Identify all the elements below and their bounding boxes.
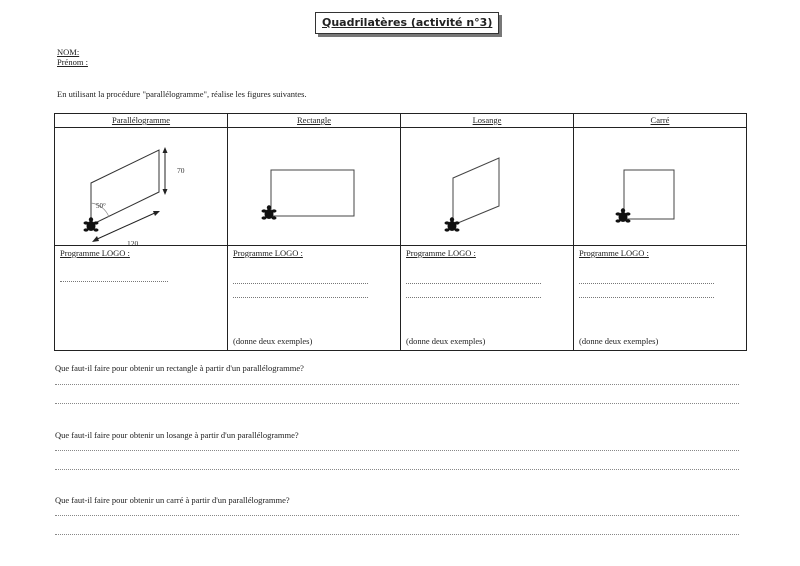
figure-losange: [401, 128, 574, 246]
rectangle-drawing: [228, 128, 400, 245]
answer-line[interactable]: [406, 283, 541, 284]
question-carre: Que faut-il faire pour obtenir un carré à partir d'un parallélogramme?: [55, 495, 290, 505]
program-label: Programme LOGO :: [579, 248, 649, 258]
angle-label: 50°: [96, 202, 106, 210]
answer-line[interactable]: [55, 469, 739, 470]
program-cell-carre: [574, 246, 747, 351]
answer-line[interactable]: [55, 534, 739, 535]
height-label: 70: [177, 166, 185, 175]
turtle-icon: [84, 217, 99, 231]
answer-line[interactable]: [55, 515, 739, 516]
heading-carre: Carré: [650, 115, 670, 125]
carre-drawing: [574, 128, 746, 245]
heading-parallelogramme: Parallélogramme: [111, 115, 171, 125]
prenom-label: Prénom :: [57, 57, 88, 67]
program-note: (donne deux exemples): [579, 336, 659, 346]
answer-line[interactable]: [233, 283, 368, 284]
program-cell-losange: [401, 246, 574, 351]
instruction-text: En utilisant la procédure "parallélogramme", réalise les figures suivantes.: [57, 89, 307, 99]
column-heading: [55, 114, 228, 128]
answer-line[interactable]: [579, 283, 714, 284]
question-losange: Que faut-il faire pour obtenir un losange à partir d'un parallélogramme?: [55, 430, 299, 440]
program-label: Programme LOGO :: [60, 248, 130, 258]
column-heading: [228, 114, 401, 128]
answer-line[interactable]: [55, 450, 739, 451]
heading-rectangle: Rectangle: [297, 115, 331, 125]
page-title-text: Quadrilatères (activité n°3): [322, 16, 493, 29]
nom-label: NOM:: [57, 47, 80, 57]
turtle-icon: [262, 205, 277, 219]
figure-parallelogramme: [55, 128, 228, 246]
program-label: Programme LOGO :: [233, 248, 303, 258]
program-note: (donne deux exemples): [406, 336, 486, 346]
program-note: (donne deux exemples): [233, 336, 313, 346]
figure-carre: [574, 128, 747, 246]
answer-line[interactable]: [579, 297, 714, 298]
question-rectangle: Que faut-il faire pour obtenir un rectangle à partir d'un parallélogramme?: [55, 363, 304, 373]
figures-table: [54, 113, 747, 351]
parallelogram-drawing: [55, 128, 227, 245]
length-label: 120: [127, 239, 139, 245]
page-title: [315, 12, 499, 34]
answer-line[interactable]: [55, 403, 739, 404]
program-cell-rectangle: [228, 246, 401, 351]
turtle-icon: [616, 208, 631, 222]
program-label: Programme LOGO :: [406, 248, 476, 258]
losange-drawing: [401, 128, 573, 245]
answer-line[interactable]: [406, 297, 541, 298]
student-info: [57, 47, 88, 67]
answer-line[interactable]: [60, 281, 168, 282]
program-cell-parallelogramme: [55, 246, 228, 351]
figure-rectangle: [228, 128, 401, 246]
turtle-icon: [445, 217, 460, 231]
answer-line[interactable]: [233, 297, 368, 298]
column-heading: [574, 114, 747, 128]
column-heading: [401, 114, 574, 128]
heading-losange: Losange: [472, 115, 502, 125]
answer-line[interactable]: [55, 384, 739, 385]
